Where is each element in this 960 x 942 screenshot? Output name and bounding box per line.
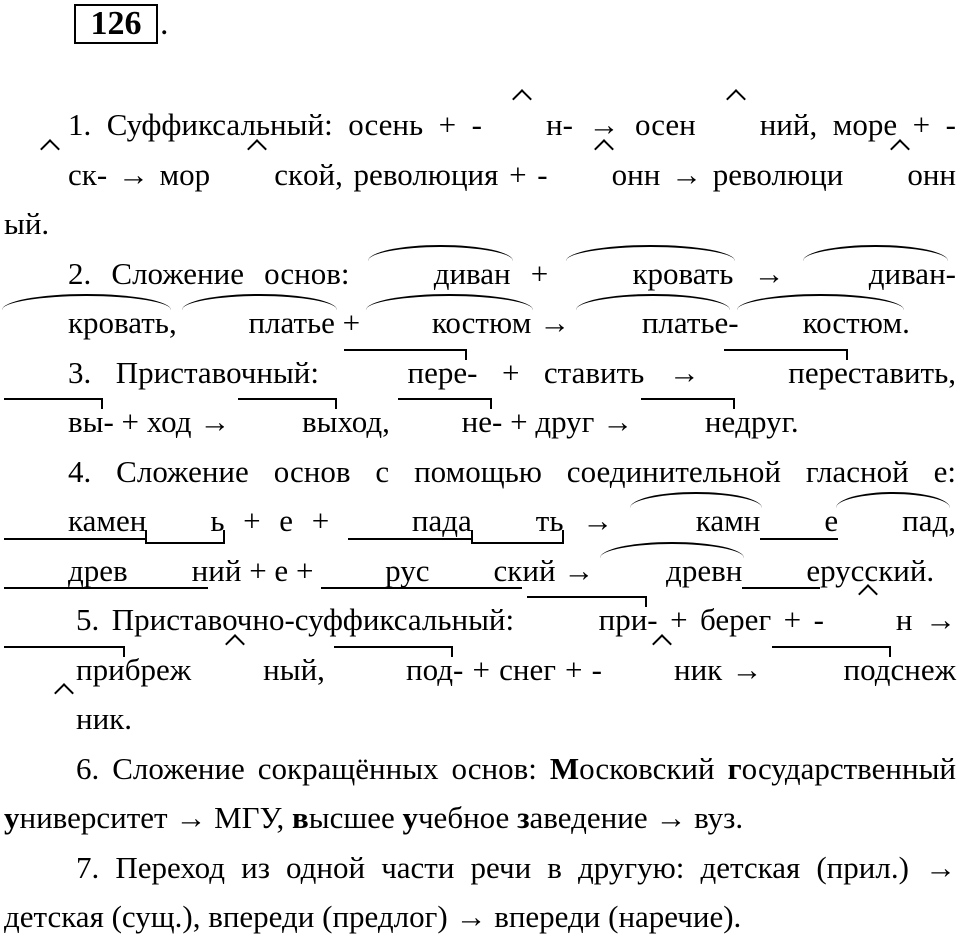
text-segment: → — [722, 651, 772, 687]
prefix-mark: под — [772, 645, 891, 695]
root-mark: кровать — [568, 249, 733, 299]
stem-underline: ск — [430, 546, 523, 596]
text-segment: друг. — [735, 404, 799, 439]
paragraph-conversion — [4, 843, 956, 942]
text-segment: 4. Сложение основ с помощью соединительной гласной е: — [68, 453, 956, 489]
text-segment: ысшее — [308, 800, 403, 835]
text-segment: + е + — [224, 503, 348, 538]
text-segment: → революци — [660, 156, 844, 192]
paragraph-prefix-suffix — [4, 595, 956, 744]
exercise-number-dot: . — [160, 5, 169, 42]
connecting-vowel: е — [760, 496, 838, 546]
bold-letter: у — [4, 800, 20, 835]
text-segment: аведение → вуз. — [529, 800, 744, 835]
root-mark: древн — [602, 546, 742, 596]
text-segment: + — [334, 305, 368, 340]
paragraph-connecting-vowel — [4, 447, 956, 596]
root-mark: диван — [805, 249, 946, 299]
stem-underline: древ — [4, 546, 128, 596]
text-segment: - → мор — [96, 156, 211, 192]
suffix-mark: онн — [548, 150, 661, 200]
text-segment: - + ставить → — [467, 354, 725, 390]
text-segment: осковский — [579, 750, 728, 786]
text-segment: 7. Переход из одной части речи в другую: детская (прил.) → детская (сущ.), впереди (предлог) → впереди (наречие). — [4, 849, 956, 934]
exercise-number: 126 — [74, 4, 158, 44]
text-segment: ий, море + - — [776, 107, 956, 142]
paragraph-abbreviation — [4, 744, 956, 843]
root-mark: костюм — [739, 298, 902, 348]
text-segment: ход, — [337, 404, 398, 439]
text-segment: 3. Приставочный: — [68, 354, 344, 390]
text-segment: чебное — [417, 800, 518, 835]
text-segment: , — [168, 305, 185, 340]
text-segment: - + снег + - — [453, 651, 602, 687]
prefix-mark: под — [334, 645, 453, 695]
root-mark: костюм — [368, 298, 531, 348]
suffix-mark: н — [482, 100, 563, 150]
root-mark: камн — [632, 496, 761, 546]
text-segment: → — [563, 503, 632, 538]
text-segment: ой, революция + - — [303, 156, 548, 192]
suffix-mark: ник — [4, 694, 124, 744]
text-segment: 6. Сложение сокращённых основ: — [76, 750, 550, 786]
text-segment: осударственный — [741, 750, 956, 786]
text-segment: русский. — [820, 552, 935, 588]
text-segment: . — [124, 701, 132, 736]
text-segment: снеж — [890, 651, 957, 687]
root-mark: кровать — [4, 298, 169, 348]
prefix-mark: при — [527, 595, 648, 645]
text-segment: + — [510, 255, 569, 291]
ending-mark: ь — [146, 496, 224, 546]
text-segment: - + ход → — [103, 404, 238, 439]
text-segment: - + берег + - — [647, 602, 824, 637]
suffix-mark: ск — [210, 150, 303, 200]
stem-underline: рус — [321, 546, 429, 596]
text-segment: → — [733, 255, 805, 291]
prefix-mark: не — [641, 397, 735, 447]
stem-underline: пада — [348, 496, 472, 546]
stem-underline: н — [128, 546, 209, 596]
suffix-mark: ск — [4, 150, 97, 200]
prefix-mark: вы — [4, 397, 103, 447]
text-segment: ый, — [279, 651, 335, 687]
root-mark: платье — [578, 298, 728, 348]
text-segment: - + друг → — [492, 404, 641, 439]
text-segment: 2. Сложение основ: — [68, 255, 370, 291]
text-segment: - — [728, 305, 739, 340]
root-mark: платье — [184, 298, 334, 348]
text-segment: 5. Приставочно-суффиксальный: — [76, 602, 527, 637]
text-segment: ставить, — [847, 354, 956, 390]
text-segment: ий → — [522, 552, 603, 588]
text-segment: , — [948, 503, 956, 538]
prefix-mark: пере — [724, 348, 848, 398]
bold-letter: з — [517, 800, 530, 835]
bold-letter: в — [291, 800, 309, 835]
paragraph-stem-compound — [4, 249, 956, 348]
prefix-mark: пере — [344, 348, 468, 398]
root-mark: диван — [370, 249, 511, 299]
text-segment: ниверситет → МГУ, — [19, 800, 292, 835]
stem-underline: камен — [4, 496, 146, 546]
connecting-vowel: е — [742, 546, 820, 596]
text-segment: ый. — [4, 206, 50, 241]
text-segment: - — [945, 255, 956, 291]
suffix-mark: н — [824, 595, 913, 645]
text-segment: . — [902, 305, 910, 340]
ending-mark: ть — [472, 496, 564, 546]
paragraph-suffixal — [4, 100, 956, 249]
root-mark: пад — [838, 496, 948, 546]
bold-letter: г — [727, 750, 742, 786]
text-segment: → — [912, 602, 956, 637]
suffix-mark: н — [191, 645, 280, 695]
suffix-mark: онн — [843, 150, 956, 200]
paragraph-prefixal — [4, 348, 956, 447]
bold-letter: М — [549, 750, 580, 786]
suffix-mark: н — [696, 100, 777, 150]
text-segment: бреж — [124, 651, 192, 687]
text-segment: ий + е + — [208, 552, 322, 588]
bold-letter: у — [402, 800, 418, 835]
prefix-mark: не — [398, 397, 492, 447]
text-segment: - → осен — [562, 107, 696, 142]
exercise-content — [4, 100, 956, 942]
text-segment: 1. Суффиксальный: осень + - — [68, 107, 482, 142]
suffix-mark: ник — [602, 645, 722, 695]
prefix-mark: вы — [238, 397, 337, 447]
prefix-mark: при — [4, 645, 125, 695]
text-segment: → — [531, 305, 578, 340]
